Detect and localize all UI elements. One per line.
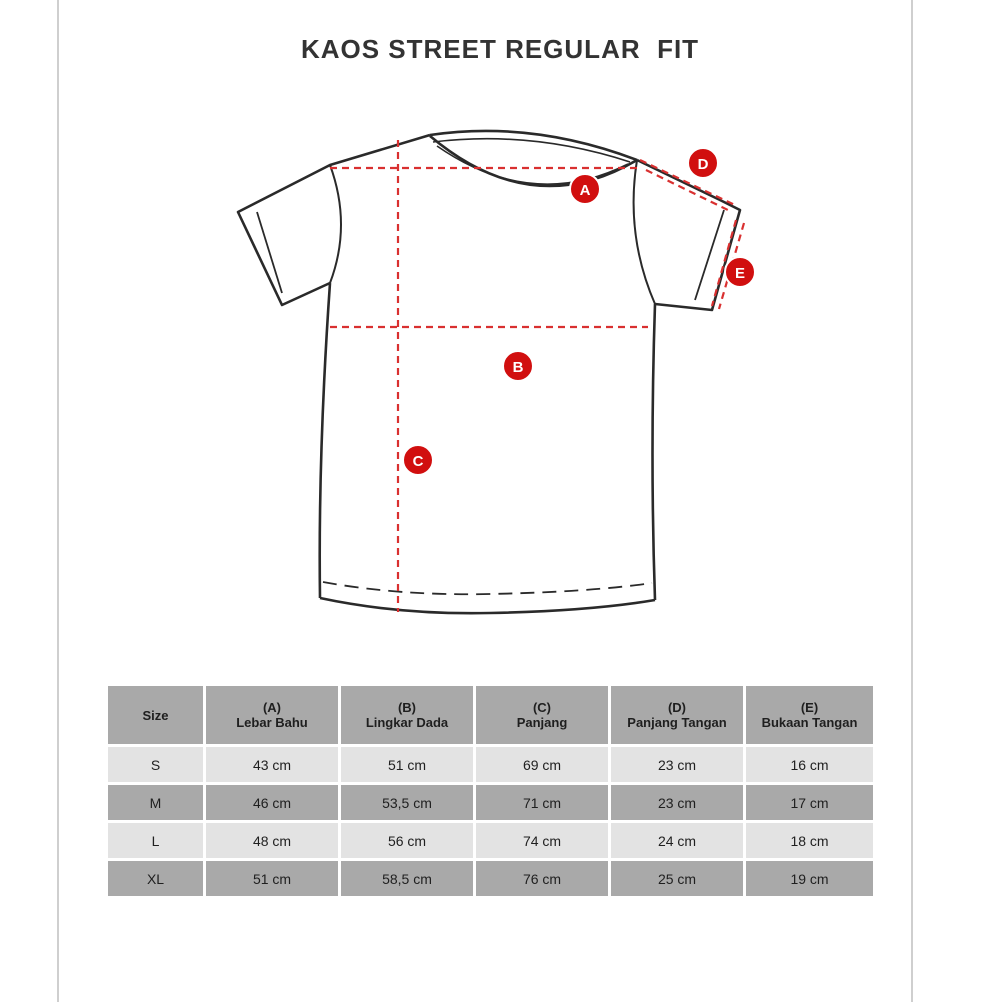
measure-badge-d	[688, 148, 718, 178]
size-cell: L	[108, 823, 203, 858]
table-cell: 51 cm	[341, 747, 473, 782]
page-title: KAOS STREET REGULAR FIT	[300, 34, 700, 64]
right-side	[653, 304, 656, 600]
table-cell: 18 cm	[746, 823, 873, 858]
table-cell: 16 cm	[746, 747, 873, 782]
table-cell: 58,5 cm	[341, 861, 473, 896]
table-cell: 69 cm	[476, 747, 608, 782]
table-cell: 51 cm	[206, 861, 338, 896]
table-cell: 53,5 cm	[341, 785, 473, 820]
table-cell: 19 cm	[746, 861, 873, 896]
table-row	[108, 747, 873, 782]
table-cell: 17 cm	[746, 785, 873, 820]
badge-label-e: E	[734, 265, 746, 282]
badge-label-d: D	[697, 156, 709, 173]
size-cell: XL	[108, 861, 203, 896]
table-cell: 24 cm	[611, 823, 743, 858]
table-row	[108, 785, 873, 820]
header-panjang: (C) Panjang	[476, 686, 608, 744]
measure-badge-c	[403, 445, 433, 475]
table-cell: 71 cm	[476, 785, 608, 820]
size-cell: S	[108, 747, 203, 782]
table-cell: 23 cm	[611, 785, 743, 820]
table-row	[108, 861, 873, 896]
header-size: Size	[108, 686, 203, 744]
header-bukaan-tangan: (E) Bukaan Tangan	[746, 686, 873, 744]
measure-badge-e	[725, 257, 755, 287]
size-cell: M	[108, 785, 203, 820]
table-cell: 46 cm	[206, 785, 338, 820]
tshirt-outline	[238, 131, 740, 613]
header-panjang-tangan: (D) Panjang Tangan	[611, 686, 743, 744]
measure-badge-b	[503, 351, 533, 381]
measure-badge-a	[570, 174, 600, 204]
size-chart-table	[105, 683, 876, 899]
table-header-row	[108, 686, 873, 744]
table-cell: 76 cm	[476, 861, 608, 896]
table-cell: 48 cm	[206, 823, 338, 858]
table-row	[108, 823, 873, 858]
left-side	[320, 283, 330, 598]
left-armhole	[330, 165, 341, 283]
table-cell: 23 cm	[611, 747, 743, 782]
table-cell: 25 cm	[611, 861, 743, 896]
table-cell: 56 cm	[341, 823, 473, 858]
header-lingkar-dada: (B) Lingkar Dada	[341, 686, 473, 744]
right-armhole	[634, 160, 655, 304]
badge-label-b: B	[512, 359, 524, 376]
hem-stitch	[323, 582, 652, 594]
hem	[320, 598, 655, 613]
measurement-lines	[330, 140, 744, 612]
header-lebar-bahu: (A) Lebar Bahu	[206, 686, 338, 744]
table-cell: 43 cm	[206, 747, 338, 782]
badge-label-c: C	[412, 453, 424, 470]
table-cell: 74 cm	[476, 823, 608, 858]
left-sleeve	[238, 135, 430, 305]
badge-label-a: A	[579, 182, 591, 199]
